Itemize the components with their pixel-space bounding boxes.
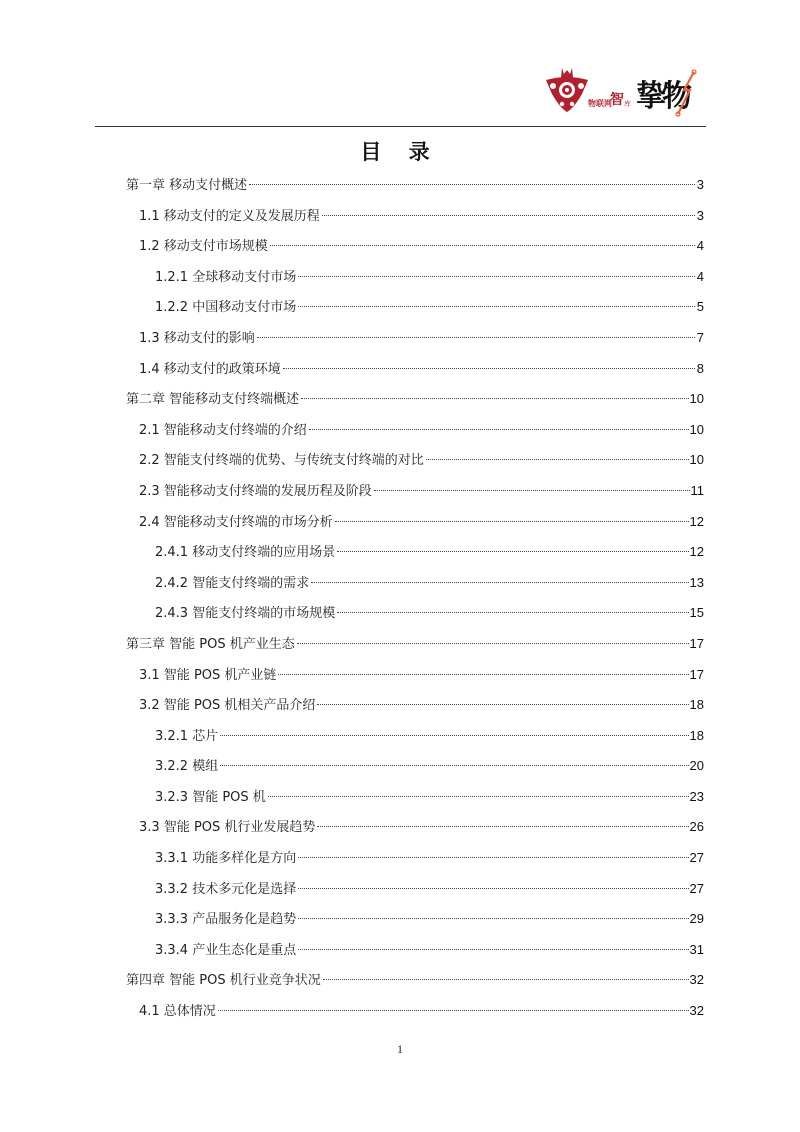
toc-leader-dots [257,337,695,338]
toc-entry-page: 12 [689,513,704,529]
toc-entry-label: 3.3.1 功能多样化是方向 [155,851,297,867]
toc-entry-page: 8 [696,360,704,376]
toc-entry-label: 3.2.3 智能 POS 机 [155,789,266,805]
toc-entry-page: 4 [696,268,704,284]
toc-entry[interactable] [126,843,704,874]
toc-entry[interactable] [126,965,704,996]
toc-leader-dots [317,704,688,705]
toc-entry-page: 17 [689,666,704,682]
toc-leader-dots [249,184,695,185]
toc-entry[interactable] [126,415,704,446]
toc-leader-dots [337,612,688,613]
toc-entry-label: 3.3.4 产业生态化是重点 [155,942,297,958]
toc-entry[interactable] [126,476,704,507]
toc-leader-dots [309,429,689,430]
toc-entry[interactable] [126,170,704,201]
toc-leader-dots [322,215,695,216]
toc-entry[interactable] [126,568,704,599]
toc-entry[interactable] [126,812,704,843]
toc-entry-label: 3.1 智能 POS 机产业链 [139,667,277,683]
toc-leader-dots [218,1010,689,1011]
toc-leader-dots [374,490,690,491]
toc-entry-label: 4.1 总体情况 [139,1004,216,1020]
toc-entry-page: 23 [689,788,704,804]
toc-entry-page: 7 [696,329,704,345]
toc-entry-page: 27 [689,880,704,896]
toc-entry-label: 3.2.1 芯片 [155,728,219,744]
toc-entry-page: 4 [696,238,704,254]
toc-entry-page: 15 [689,605,704,621]
toc-entry-page: 10 [689,421,704,437]
toc-leader-dots [323,979,689,980]
toc-leader-dots [298,306,695,307]
toc-entry[interactable] [126,782,704,813]
toc-entry-page: 10 [689,391,704,407]
toc-leader-dots [298,918,688,919]
iot-library-logo-icon [542,64,632,116]
toc-entry-label: 第四章 智能 POS 机行业竞争状况 [126,973,321,989]
toc-entry-label: 2.4.3 智能支付终端的市场规模 [155,606,336,622]
toc-leader-dots [220,765,688,766]
toc-entry-label: 1.2.2 中国移动支付市场 [155,300,297,316]
toc-leader-dots [268,796,689,797]
svg-text:库: 库 [624,100,631,108]
toc-leader-dots [335,521,689,522]
toc-entry-page: 20 [689,758,704,774]
toc-entry[interactable] [126,537,704,568]
toc-leader-dots [311,582,688,583]
toc-entry-page: 5 [696,299,704,315]
toc-entry-page: 18 [689,697,704,713]
toc-entry[interactable] [126,201,704,232]
toc-leader-dots [317,826,688,827]
toc-entry[interactable] [126,323,704,354]
svg-text:物: 物 [662,79,692,114]
toc-entry[interactable] [126,629,704,660]
toc-entry-label: 2.4 智能移动支付终端的市场分析 [139,514,333,530]
toc-entry[interactable] [126,292,704,323]
toc-entry[interactable] [126,354,704,385]
toc-entry[interactable] [126,874,704,905]
toc-entry-page: 29 [689,911,704,927]
toc-entry-label: 1.2 移动支付市场规模 [139,239,268,255]
toc-entry-page: 12 [689,544,704,560]
toc-leader-dots [220,735,688,736]
toc-entry-label: 1.3 移动支付的影响 [139,330,255,346]
toc-entry-page: 26 [689,819,704,835]
toc-entry-label: 2.3 智能移动支付终端的发展历程及阶段 [139,483,372,499]
toc-leader-dots [298,888,688,889]
svg-text:挚: 挚 [636,79,666,114]
toc-entry-page: 10 [689,452,704,468]
toc-leader-dots [337,551,688,552]
toc-entry[interactable] [126,384,704,415]
toc-entry-label: 第二章 智能移动支付终端概述 [126,392,300,408]
toc-title: 目 录 [360,140,440,164]
toc-entry-label: 1.1 移动支付的定义及发展历程 [139,208,320,224]
page-number: 1 [397,1042,403,1056]
toc-leader-dots [298,857,688,858]
header-divider [95,126,706,127]
toc-entry[interactable] [126,507,704,538]
toc-entry-label: 第一章 移动支付概述 [126,178,248,193]
toc-entry[interactable] [126,660,704,691]
toc-entry-page: 32 [689,1003,704,1019]
toc-entry-label: 3.2.2 模组 [155,759,219,775]
svg-text:智: 智 [610,92,624,108]
toc-entry-page: 18 [689,727,704,743]
toc-entry[interactable] [126,231,704,262]
toc-entry-label: 3.3 智能 POS 机行业发展趋势 [139,820,316,836]
zhiwu-logo-icon [636,68,700,120]
toc-entry[interactable] [126,262,704,293]
toc-entry[interactable] [126,935,704,966]
toc-entry[interactable] [126,445,704,476]
toc-entry-page: 3 [696,207,704,223]
toc-leader-dots [426,459,689,460]
toc-entry-label: 2.4.1 移动支付终端的应用场景 [155,545,336,561]
toc-entry[interactable] [126,751,704,782]
toc-entry-page: 17 [689,635,704,651]
table-of-contents [126,170,704,1027]
toc-entry-label: 3.3.2 技术多元化是选择 [155,881,297,897]
header-logos [540,64,710,120]
toc-entry[interactable] [126,690,704,721]
toc-leader-dots [278,674,688,675]
toc-leader-dots [301,398,688,399]
toc-entry-page: 31 [689,941,704,957]
toc-entry-label: 第三章 智能 POS 机产业生态 [126,636,295,652]
svg-text:物联网: 物联网 [588,99,612,108]
toc-entry[interactable] [126,904,704,935]
toc-entry-label: 3.2 智能 POS 机相关产品介绍 [139,698,316,714]
toc-leader-dots [297,643,689,644]
toc-entry-page: 32 [689,972,704,988]
toc-entry[interactable] [126,996,704,1027]
toc-entry-label: 2.4.2 智能支付终端的需求 [155,575,310,591]
toc-leader-dots [298,949,688,950]
toc-leader-dots [298,276,695,277]
toc-entry-label: 2.2 智能支付终端的优势、与传统支付终端的对比 [139,453,424,469]
toc-leader-dots [283,368,695,369]
toc-entry-label: 1.4 移动支付的政策环境 [139,361,281,377]
toc-entry-page: 27 [689,850,704,866]
toc-entry-page: 3 [696,177,704,192]
toc-entry-label: 1.2.1 全球移动支付市场 [155,269,297,285]
toc-entry[interactable] [126,598,704,629]
toc-entry-label: 2.1 智能移动支付终端的介绍 [139,422,307,438]
toc-entry-page: 11 [690,482,704,498]
toc-entry-page: 13 [689,574,704,590]
toc-entry-label: 3.3.3 产品服务化是趋势 [155,912,297,928]
toc-leader-dots [270,245,695,246]
toc-entry[interactable] [126,721,704,752]
